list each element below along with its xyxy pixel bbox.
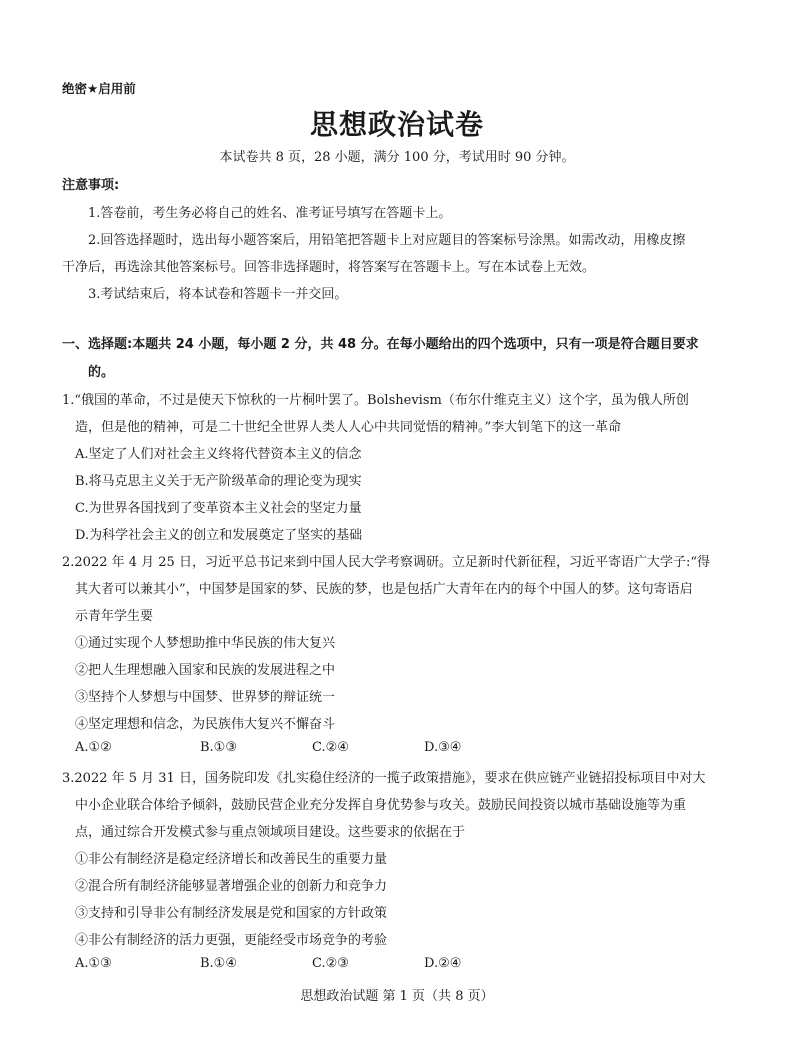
notice-heading: 注意事项: — [62, 178, 120, 193]
notice-item-2-line-2: 干净后，再选涂其他答案标号。回答非选择题时，将答案写在答题卡上。写在本试卷上无效。 — [62, 260, 596, 275]
notice-item-2-line-1: 2.回答选择题时，选出每小题答案后，用铅笔把答题卡上对应题目的答案标号涂黑。如需改动，用橡皮擦 — [88, 233, 686, 248]
exam-info: 本试卷共 8 页，28 小题，满分 100 分，考试用时 90 分钟。 — [219, 150, 575, 165]
q2-statement-1: ①通过实现个人梦想助推中华民族的伟大复兴 — [75, 636, 336, 651]
q2-statement-4: ④坚定理想和信念，为民族伟大复兴不懈奋斗 — [75, 717, 336, 732]
q3-statement-1: ①非公有制经济是稳定经济增长和改善民生的重要力量 — [75, 852, 388, 867]
page-title: 思想政治试卷 — [309, 108, 484, 141]
notice-item-1: 1.答卷前，考生务必将自己的姓名、准考证号填写在答题卡上。 — [88, 206, 452, 221]
q2-statement-2: ②把人生理想融入国家和民族的发展进程之中 — [75, 663, 336, 678]
q3-option-d: D.②④ — [424, 956, 462, 971]
notice-item-3: 3.考试结束后，将本试卷和答题卡一并交回。 — [88, 287, 348, 302]
q3-stem-line-1: 3.2022 年 5 月 31 日，国务院印发《扎实稳住经济的一揽子政策措施》，要求在供应链产业链招投标项目中对大 — [62, 771, 706, 786]
q3-option-b: B.①④ — [200, 956, 237, 971]
q1-option-d: D.为科学社会主义的创立和发展奠定了坚实的基础 — [75, 528, 363, 543]
q2-option-b: B.①③ — [200, 740, 237, 755]
q3-statement-3: ③支持和引导非公有制经济发展是党和国家的方针政策 — [75, 906, 388, 921]
q3-stem-line-3: 点，通过综合开发模式参与重点领域项目建设。这些要求的依据在于 — [75, 825, 466, 840]
q1-option-c: C.为世界各国找到了变革资本主义社会的坚定力量 — [75, 501, 362, 516]
q1-stem-line-1: 1.“俄国的革命，不过是使天下惊秋的一片桐叶罢了。Bolshevism（布尔什维克主义）这个字，虽为俄人所创 — [62, 393, 689, 408]
q3-option-c: C.②③ — [312, 956, 349, 971]
page-footer: 思想政治试题 第 1 页（共 8 页） — [300, 989, 494, 1004]
secret-label: 绝密★启用前 — [62, 81, 136, 96]
q3-option-a: A.①③ — [75, 956, 112, 971]
q2-option-c: C.②④ — [312, 740, 349, 755]
q2-stem-line-2: 其大者可以兼其小”，中国梦是国家的梦、民族的梦，也是包括广大青年在内的每个中国人的梦。这句寄语启 — [75, 582, 693, 597]
q3-stem-line-2: 中小企业联合体给予倾斜，鼓励民营企业充分发挥自身优势参与攻关。鼓励民间投资以城市基础设施等为重 — [75, 798, 687, 813]
q3-statement-4: ④非公有制经济的活力更强，更能经受市场竞争的考验 — [75, 933, 388, 948]
q2-option-d: D.③④ — [424, 740, 462, 755]
q1-option-a: A.坚定了人们对社会主义终将代替资本主义的信念 — [75, 447, 362, 462]
q1-stem-line-2: 造，但是他的精神，可是二十世纪全世界人类人人心中共同觉悟的精神。”李大钊笔下的这一革命 — [75, 420, 622, 435]
q1-option-b: B.将马克思主义关于无产阶级革命的理论变为现实 — [75, 474, 362, 489]
q2-stem-line-3: 示青年学生要 — [75, 609, 154, 624]
section-heading: 一、选择题:本题共 24 小题，每小题 2 分，共 48 分。在每小题给出的四个选项中，只有一项是符合题目要求 — [62, 337, 699, 352]
section-heading-cont: 的。 — [88, 365, 115, 380]
q2-stem-line-1: 2.2022 年 4 月 25 日，习近平总书记来到中国人民大学考察调研。立足新时代新征程，习近平寄语广大学子:“得 — [62, 555, 710, 570]
q2-option-a: A.①② — [75, 740, 112, 755]
q2-statement-3: ③坚持个人梦想与中国梦、世界梦的辩证统一 — [75, 690, 336, 705]
q3-statement-2: ②混合所有制经济能够显著增强企业的创新力和竞争力 — [75, 879, 388, 894]
